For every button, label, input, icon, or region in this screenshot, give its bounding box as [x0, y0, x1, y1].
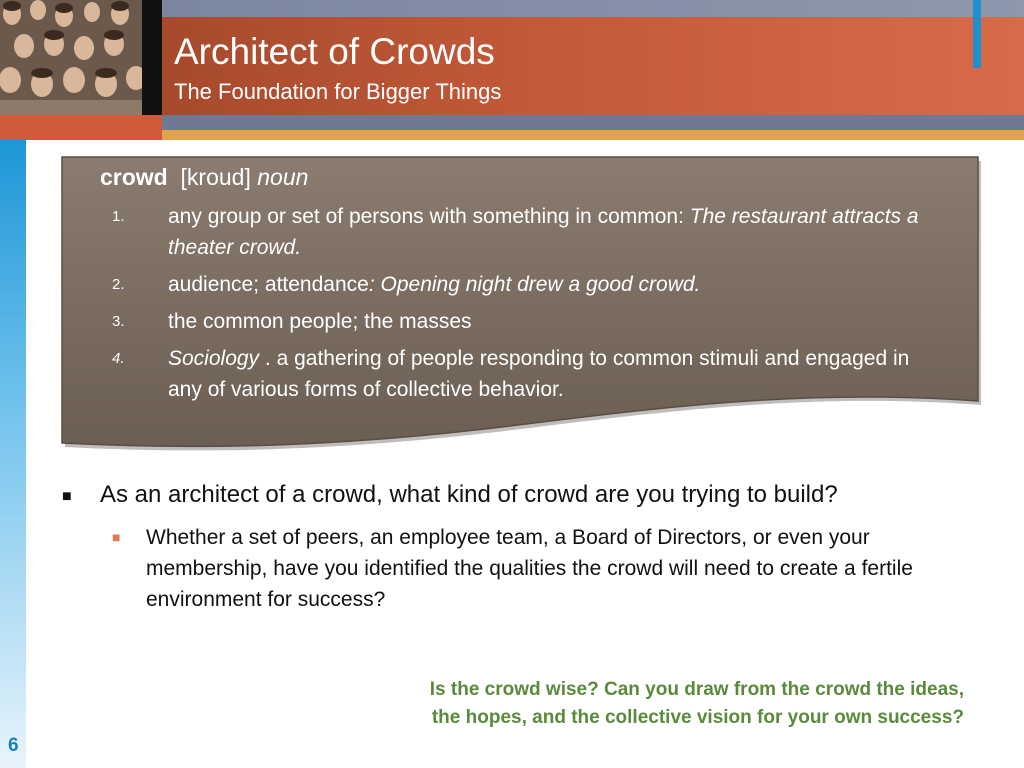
- bullet-main: [62, 480, 962, 512]
- definition-sense: [108, 201, 948, 263]
- crowd-photo: [0, 0, 142, 115]
- slide-subtitle: The Foundation for Bigger Things: [174, 79, 502, 104]
- sub-bullet-square-icon: ■: [112, 529, 121, 545]
- sense-text: Sociology . a gathering of people responding to common stimuli and engaged in any of various forms of collective behavior.: [168, 347, 910, 401]
- bullet-square-icon: ■: [62, 488, 72, 505]
- headword-part-of-speech: noun: [257, 164, 309, 190]
- callout-question: [240, 676, 964, 732]
- callout-line-1: Is the crowd wise? Can you draw from the crowd the ideas,: [429, 679, 964, 700]
- header-orange-strip: [0, 115, 162, 140]
- definition-sense: [108, 343, 948, 405]
- slide-header: [0, 0, 1024, 140]
- sense-text: the common people; the masses: [168, 310, 472, 333]
- definition-card: [58, 153, 982, 458]
- sense-number: 2.: [112, 276, 125, 293]
- slide-title: Architect of Crowds: [174, 31, 495, 72]
- header-blue-strip: [162, 115, 1024, 130]
- bullet-sub: [112, 522, 962, 615]
- header-top-strip: [162, 0, 1024, 17]
- definition-list: [108, 201, 948, 411]
- definition-sense: [108, 269, 948, 300]
- page-number: 6: [8, 735, 19, 756]
- definition-headword: [100, 163, 308, 191]
- sense-text: audience; attendance: Opening night drew a good crowd.: [168, 273, 701, 296]
- bullet-sub-text: Whether a set of peers, an employee team, a Board of Directors, or even your membership, have you identified the qualities the crowd will need to create a fertile environment for success?: [146, 526, 913, 611]
- callout-line-2: the hopes, and the collective vision for your own success?: [431, 707, 964, 728]
- header-tan-strip: [162, 130, 1024, 140]
- headword-term: crowd: [100, 164, 168, 190]
- sense-number: 4.: [112, 350, 125, 367]
- header-black-strip: [142, 0, 162, 115]
- headword-pronunciation: [kroud]: [180, 164, 251, 190]
- bullet-list: [62, 480, 962, 615]
- sense-number: 3.: [112, 313, 125, 330]
- sense-text: any group or set of persons with something in common: The restaurant attracts a theater crowd.: [168, 205, 919, 259]
- header-blue-accent: [973, 0, 981, 68]
- definition-sense: [108, 306, 948, 337]
- sense-number: 1.: [112, 208, 125, 225]
- left-accent-bar: [0, 140, 26, 768]
- bullet-main-text: As an architect of a crowd, what kind of crowd are you trying to build?: [100, 481, 838, 508]
